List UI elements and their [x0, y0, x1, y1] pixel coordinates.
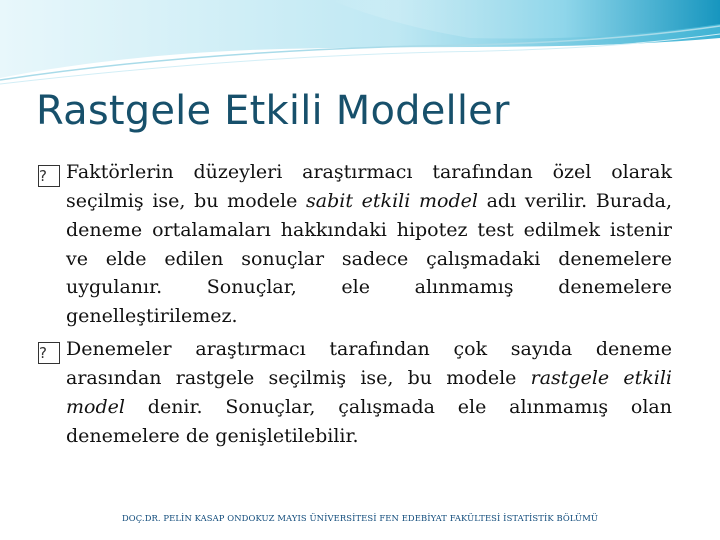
- bullet-emphasis: rastgele etkili model: [66, 366, 672, 418]
- bullet-text: denir. Sonuçlar, çalışmada ele alınmamış olan denemelere de genişletilebilir.: [66, 395, 672, 447]
- bullet-text: adı verilir. Burada, deneme ortalamaları hakkındaki hipotez test edilmek istenir ve elde edilen sonuçlar sadece çalışmadaki denemelere uygulanır. Sonuçlar, ele alınmamış denemelere genelleştirilemez.: [66, 190, 672, 328]
- missing-glyph-bullet-icon: ?: [38, 165, 60, 187]
- header-wave-decoration: [0, 0, 720, 90]
- slide-title: Rastgele Etkili Modeller: [36, 88, 510, 134]
- slide-footer: DOÇ.DR. PELİN KASAP ONDOKUZ MAYIS ÜNİVERSİTESİ FEN EDEBİYAT FAKÜLTESİ İSTATİSTİK BÖLÜMÜ: [121, 513, 599, 523]
- missing-glyph-bullet-icon: ?: [38, 342, 60, 364]
- bullet-paragraph: [38, 158, 672, 331]
- bullet-paragraph: [38, 335, 672, 450]
- bullet-text: Denemeler araştırmacı tarafından çok sayıda deneme arasından rastgele seçilmiş ise, bu modele: [66, 337, 672, 389]
- bullet-emphasis: sabit etkili model: [306, 190, 478, 212]
- slide-body: [38, 158, 672, 454]
- bullet-text: Faktörlerin düzeyleri araştırmacı tarafından özel olarak seçilmiş ise, bu modele: [66, 161, 672, 212]
